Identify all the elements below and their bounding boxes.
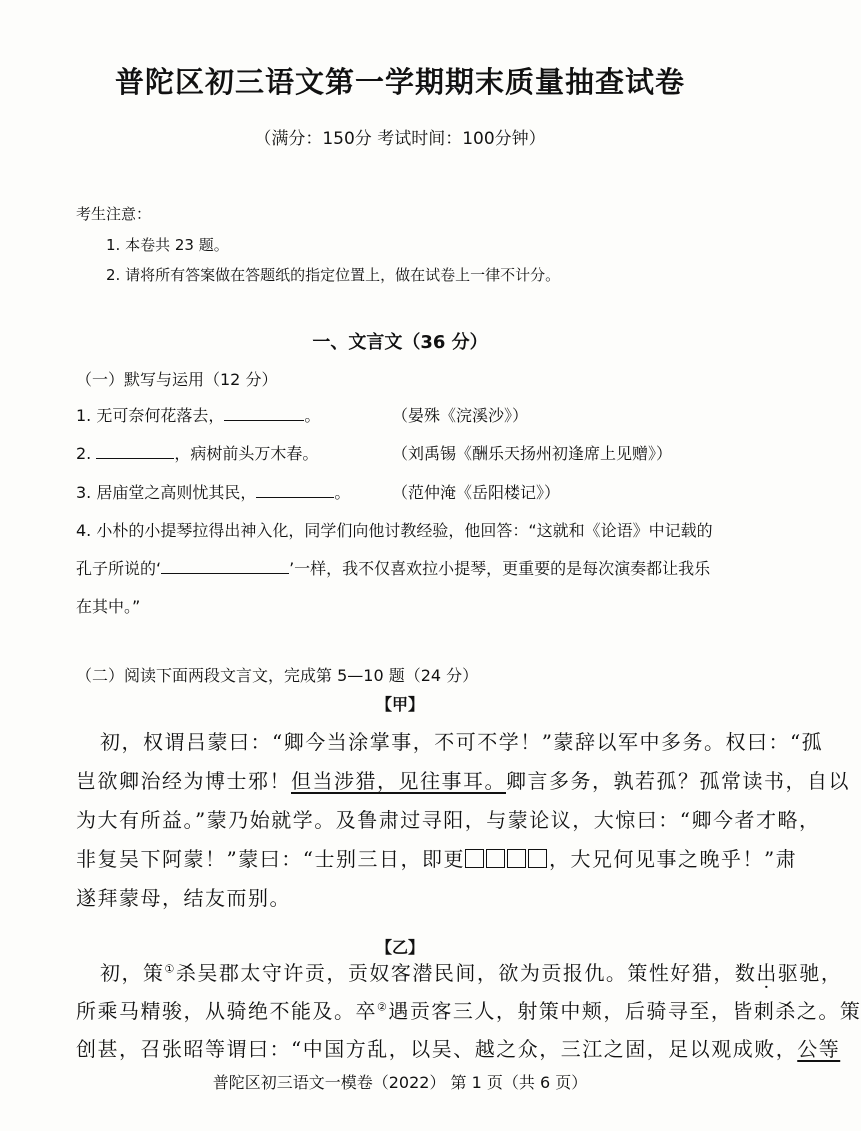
question-source: （晏殊《浣溪沙》） [392,406,529,425]
page-footer: 普陀区初三语文一模卷（2022） 第 1 页（共 6 页） [212,1073,588,1092]
passage-text: 杀吴郡太守许贡，贡奴客潜民间，欲为贡报仇。策性好猎，数 [175,961,757,985]
question-text: ’一样，我不仅喜欢拉小提琴，更重要的是每次演奏都让我乐 [289,559,711,578]
answer-blank [224,403,304,421]
passage-line [76,765,850,794]
dotted-character: 出 [756,961,778,985]
notice-item: 2. 请将所有答案做在答题纸的指定位置上，做在试卷上一律不计分。 [106,266,561,284]
passage-line [100,957,842,986]
passage-text: 岂欲卿治经为博士邪！ [76,769,291,793]
question-4-line: 4. 小朴的小提琴拉得出神入化，同学们向他讨教经验，他回答：“这就和《论语》中记载的 [76,521,713,540]
passage-text: 卿言多务，孰若孤？孤常读书，自以 [506,769,850,793]
notice-heading: 考生注意： [76,205,152,223]
passage-text: 所乘马精骏，从骑绝不能及。卒 [76,999,377,1023]
question-text: 。 [334,483,351,502]
answer-box [528,849,547,868]
footnote-marker: ① [164,962,176,976]
question-4-line [76,556,710,579]
question-3 [76,480,350,503]
question-4-line: 在其中。” [76,597,141,616]
passage-line: 初，权谓吕蒙曰：“卿今当涂掌事，不可不学！”蒙辞以军中多务。权曰：“孤 [100,730,824,754]
answer-blank [256,480,334,498]
passage-line [76,995,861,1024]
answer-blank [161,556,289,574]
question-text: ，病树前头万木春。 [174,444,319,463]
part-heading: （一）默写与运用（12 分） [76,370,278,389]
passage-text: 遇贡客三人，射策中颊，后骑寻至，皆刺杀之。策 [388,999,861,1023]
part-heading: （二）阅读下面两段文言文，完成第 5—10 题（24 分） [76,666,479,685]
underlined-sentence: 公等 [797,1037,841,1061]
footnote-marker: ② [377,1000,389,1014]
passage-label-yi: 【乙】 [375,938,424,957]
answer-box [486,849,505,868]
question-2 [76,441,318,464]
passage-text: 非复吴下阿蒙！”蒙曰：“士别三日，即更 [76,847,465,871]
answer-blank [96,441,174,459]
section-heading: 一、文言文（36 分） [312,332,488,353]
passage-label-jia: 【甲】 [375,695,424,714]
question-source: （刘禹锡《酬乐天扬州初逢席上见赠》） [392,444,673,463]
passage-text: 创甚，召张昭等谓曰：“中国方乱，以吴、越之众，三江之固，足以观成败， [76,1037,798,1061]
passage-text: 初，策 [100,961,165,985]
passage-text: 驱驰， [777,961,843,985]
exam-title: 普陀区初三语文第一学期期末质量抽查试卷 [114,65,685,99]
question-text: 2. [76,444,97,463]
question-text: 孔子所说的‘ [76,559,162,578]
notice-item: 1. 本卷共 23 题。 [106,236,229,254]
question-1 [76,403,320,426]
exam-subtitle: （满分：150分 考试时间：100分钟） [254,129,546,149]
passage-line: 为大有所益。”蒙乃始就学。及鲁肃过寻阳，与蒙论议，大惊曰：“卿今者才略， [76,808,821,832]
passage-line: 遂拜蒙母，结友而别。 [76,886,291,910]
underlined-sentence: 但当涉猎，见往事耳。 [291,769,506,793]
passage-line [76,843,797,872]
question-text: 1. 无可奈何花落去， [76,406,225,425]
question-text: 3. 居庙堂之高则忧其民， [76,483,257,502]
question-source: （范仲淹《岳阳楼记》） [392,483,561,502]
passage-text: ，大兄何见事之晚乎！”肃 [548,847,798,871]
question-text: 。 [304,406,321,425]
answer-box [507,849,526,868]
answer-box [465,849,484,868]
passage-line [76,1033,840,1062]
